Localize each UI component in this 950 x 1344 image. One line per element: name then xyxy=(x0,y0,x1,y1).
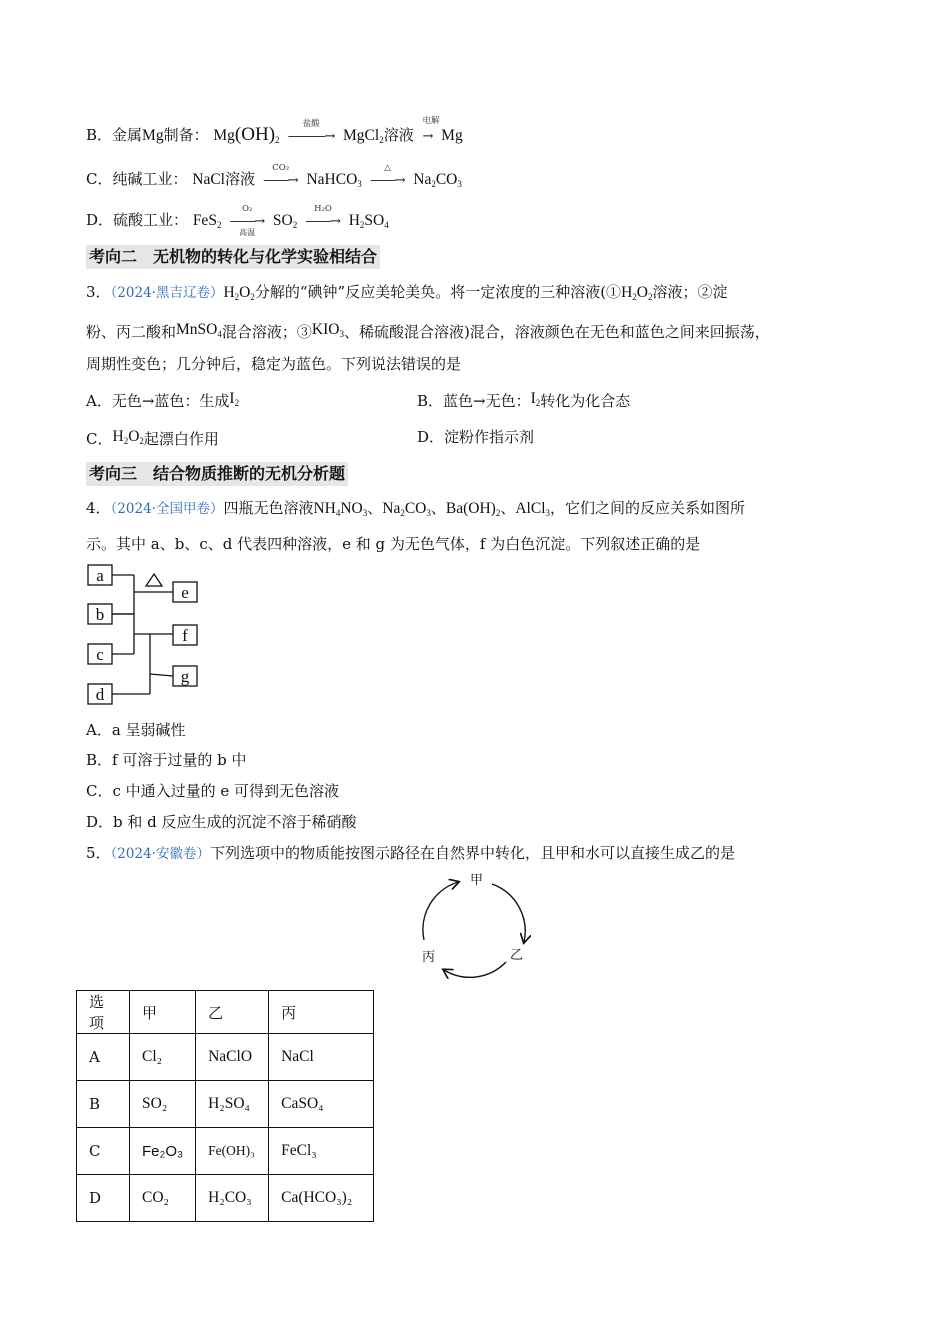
label-b: b xyxy=(95,605,105,624)
table-header-cell: 丙 xyxy=(269,991,374,1034)
table-cell: Cl₂ xyxy=(130,1034,196,1081)
table-cell: NaClO xyxy=(196,1034,269,1081)
q4-option-b: B．f 可溶于过量的 b 中 xyxy=(86,751,247,769)
q4-option-c: C．c 中通入过量的 e 可得到无色溶液 xyxy=(86,782,340,800)
q4-option-d: D．b 和 d 反应生成的沉淀不溶于稀硝酸 xyxy=(86,813,357,831)
q3-option-b: B．蓝色→无色：$I_2$转化为化合态 xyxy=(417,390,631,410)
label-c: c xyxy=(96,645,104,664)
q2-option-d: D．硫酸工业： FeS$_2$ O₂ ――→ 高温 $SO_2$ H₂O ――→ $H_2SO_4$ xyxy=(86,204,389,237)
table-header-cell: 选项 xyxy=(77,991,130,1034)
arrow-hcl: 盐酸 ―――→ xyxy=(288,119,335,144)
table-cell: Ca(HCO₃)₂ xyxy=(269,1175,374,1222)
arrow-electrolysis: 电解 → xyxy=(422,116,440,144)
q4-line-2: 示。其中 a、b、c、d 代表四种溶液，e 和 g 为无色气体，f 为白色沉淀。下列叙述正确的是 xyxy=(86,535,701,553)
table-cell: CaSO₄ xyxy=(269,1081,374,1128)
table-cell: CO₂ xyxy=(130,1175,196,1222)
table-header-cell: 甲 xyxy=(130,991,196,1034)
table-row xyxy=(77,1128,374,1175)
cycle-diagram xyxy=(410,866,540,986)
table-cell: A xyxy=(77,1034,130,1081)
q4-option-a: A．a 呈弱碱性 xyxy=(86,721,186,739)
q2-option-b: B．金属Mg制备： $Mg(OH)_2$ 盐酸 ―――→ MgCl$_2$溶液 电解 → Mg xyxy=(86,124,463,148)
label-d: d xyxy=(95,685,105,704)
table-row xyxy=(77,1081,374,1128)
q3-line-2: 粉、丙二酸和MnSO$_4$混合溶液；$③KIO_3$、稀硫酸混合溶液)混合，溶液颜色在无色和蓝色之间来回振荡， xyxy=(86,321,770,341)
table-row xyxy=(77,1175,374,1222)
q5-line-1: 5．（2024·安徽卷）下列选项中的物质能按图示路径在自然界中转化，且甲和水可以直接生成乙的是 xyxy=(86,844,735,862)
table-header-cell: 乙 xyxy=(196,991,269,1034)
cycle-node-bing: 丙 xyxy=(422,950,436,965)
arrow-h2o: H₂O ――→ xyxy=(306,204,340,229)
q3-option-c: C．$H_2O_2$起漂白作用 xyxy=(86,428,219,448)
table-cell: C xyxy=(77,1128,130,1175)
table-cell: H₂SO₄ xyxy=(196,1081,269,1128)
q3-option-d: D．淀粉作指示剂 xyxy=(417,428,535,446)
q2-option-c: C．纯碱工业： NaCl溶液 CO₂ ――→ NaHCO$_3$ △ ――→ $Na_2CO_3$ xyxy=(86,168,462,192)
q4-source: （2024·全国甲卷） xyxy=(110,501,224,517)
table-cell: H₂CO₃ xyxy=(196,1175,269,1222)
table-cell: Fe(OH)₃ xyxy=(196,1128,269,1175)
table-cell: B xyxy=(77,1081,130,1128)
label-f: f xyxy=(182,626,188,645)
table-cell: NaCl xyxy=(269,1034,374,1081)
label-e: e xyxy=(181,583,189,602)
table-cell: SO₂ xyxy=(130,1081,196,1128)
q5-source: （2024·安徽卷） xyxy=(110,846,210,862)
table-cell: Fe₂O₃ xyxy=(130,1128,196,1175)
q3-source: （2024·黑吉辽卷） xyxy=(110,285,224,301)
q3-line-3: 周期性变色；几分钟后，稳定为蓝色。下列说法错误的是 xyxy=(86,355,462,373)
label-g: g xyxy=(180,667,190,686)
cycle-node-yi: 乙 xyxy=(510,948,524,963)
section-heading-3: 考向三 结合物质推断的无机分析题 xyxy=(86,462,348,486)
table-header-row xyxy=(77,991,374,1034)
cycle-node-jia: 甲 xyxy=(470,873,484,888)
label-a: a xyxy=(96,566,104,585)
q3-line-1: 3．（2024·黑吉辽卷）$H_2O_2$分解的“碘钟”反应美轮美奂。将一定浓度的三种溶液($①H_2O_2$溶液；②淀 xyxy=(86,283,728,302)
heat-triangle xyxy=(146,574,162,586)
q3-option-a: A．无色→蓝色：生成$I_2$ xyxy=(86,390,240,410)
arrow-heat: △ ――→ xyxy=(370,163,405,188)
table-row xyxy=(77,1034,374,1081)
options-table xyxy=(76,990,374,1222)
arrow-o2-high-temp: O₂ ――→ 高温 xyxy=(230,204,265,237)
table-cell: D xyxy=(77,1175,130,1222)
q4-line-1: 4．（2024·全国甲卷）四瓶无色溶液$NH_4NO_3$、$Na_2CO_3$、$Ba(OH)_2$、AlCl$_3$，它们之间的反应关系如图所 xyxy=(86,499,746,518)
section-heading-2: 考向二 无机物的转化与化学实验相结合 xyxy=(86,245,380,269)
arrow-co2: CO₂ ――→ xyxy=(263,163,298,188)
table-cell: FeCl₃ xyxy=(269,1128,374,1175)
reaction-diagram xyxy=(84,562,204,708)
